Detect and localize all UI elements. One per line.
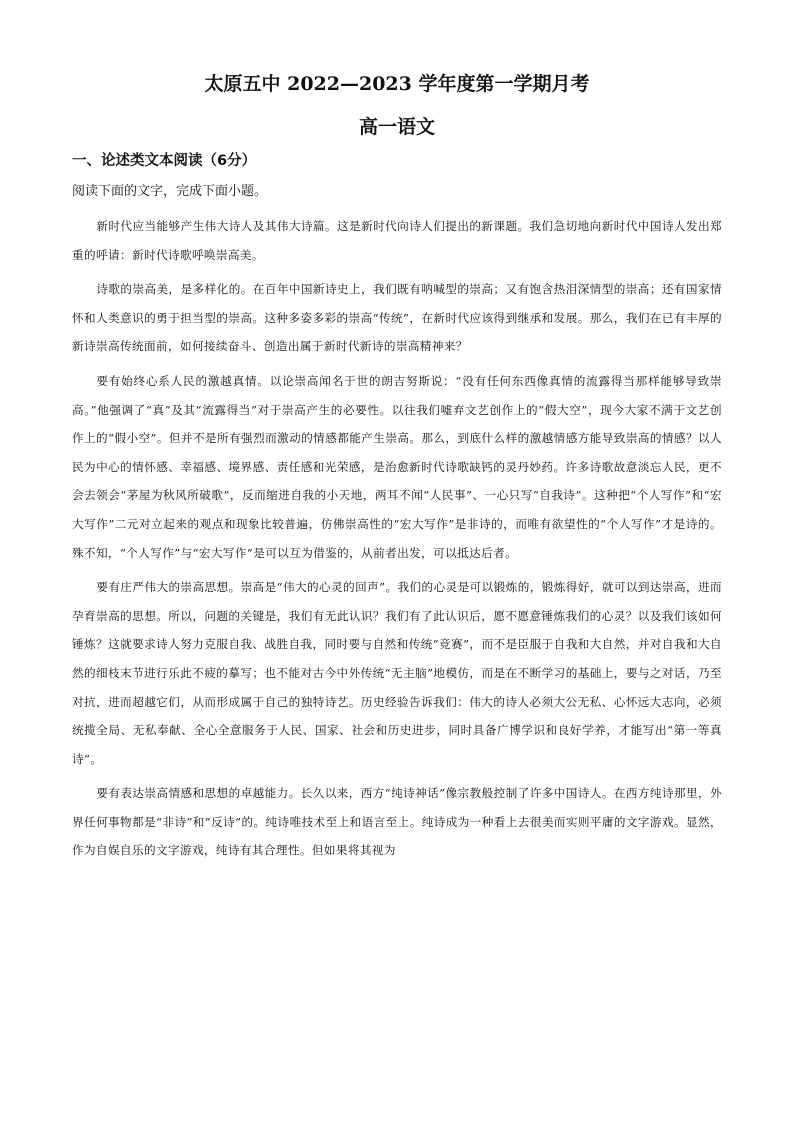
section-heading: 一、论述类文本阅读（6分） [72, 153, 257, 169]
passage-paragraph: 要有表达崇高情感和思想的卓越能力。长久以来，西方“纯诗神话”像宗教般控制了许多中国诗人。在西方纯诗那里，外界任何事物都是“非诗”和“反诗”的。纯诗唯技术至上和语言至上。纯诗成为一种看上去很美而实则平庸的文字游戏。显然，作为自娱自乐的文字游戏，纯诗有其合理性。但如果将其视为 [72, 786, 722, 858]
document-page [72, 0, 722, 1123]
passage-paragraph: 要有始终心系人民的激越真情。以论崇高闻名于世的朗吉努斯说：“没有任何东西像真情的流露得当那样能够导致崇高。”他强调了“真”及其“流露得当”对于崇高产生的必要性。以往我们嘘弃文艺创作上的“假大空”，现今大家不满于文艺创作上的“假小空”。但并不是所有强烈而激动的情感都能产生崇高。那么，到底什么样的激越情感方能导致崇高的情感？以人民为中心的情怀感、幸福感、境界感、责任感和光荣感，是治愈新时代诗歌缺钙的灵丹妙药。许多诗歌故意淡忘人民，更不会去领会“茅屋为秋风所破歌”，反而缩进自我的小天地，两耳不闻“人民事”、一心只写“自我诗”。这种把“个人写作”和“宏大写作”二元对立起来的观点和现象比较普遍，仿佛崇高性的“宏大写作”是非诗的，而唯有欲望性的“个人写作”才是诗的。殊不知，“个人写作”与“宏大写作”是可以互为借鉴的，从前者出发，可以抵达后者。 [72, 373, 722, 560]
reading-instruction: 阅读下面的文字，完成下面小题。 [72, 184, 268, 199]
passage-paragraph: 新时代应当能够产生伟大诗人及其伟大诗篇。这是新时代向诗人们提出的新课题。我们急切地向新时代中国诗人发出郑重的呼请：新时代诗歌呼唤崇高美。 [72, 219, 722, 262]
passage-body [72, 212, 722, 871]
passage-paragraph: 诗歌的崇高美，是多样化的。在百年中国新诗史上，我们既有呐喊型的崇高；又有饱含热泪深情型的崇高；还有国家情怀和人类意识的勇于担当型的崇高。这种多姿多彩的崇高“传统”，在新时代应该得到继承和发展。那么，我们在已有丰厚的新诗崇高传统面前，如何接续奋斗、创造出属于新时代新诗的崇高精神来？ [72, 282, 722, 354]
page-subtitle: 高一语文 [358, 116, 435, 138]
page-title: 太原五中 2022—2023 学年度第一学期月考 [204, 73, 590, 95]
passage-paragraph: 要有庄严伟大的崇高思想。崇高是“伟大的心灵的回声”。我们的心灵是可以锻炼的，锻炼得好，就可以到达崇高，进而孕育崇高的思想。所以，问题的关键是，我们有无此认识？我们有了此认识后，愿不愿意锤炼我们的心灵？以及我们该如何锤炼？这就要求诗人努力克服自我、战胜自我，同时要与自然和传统“竞赛”，而不是臣服于自我和大自然，并对自我和大自然的细枝末节进行乐此不疲的摹写；也不能对古今中外传统“无主脑”地模仿，而是在不断学习的基础上，要与之对话，乃至对抗，进而超越它们，从而形成属于自己的独特诗艺。历史经验告诉我们：伟大的诗人必须大公无私、心怀远大志向，必须统揽全局、无私奉献、全心全意服务于人民、国家、社会和历史进步，同时具备广博学识和良好学养，才能写出“第一等真诗”。 [72, 580, 722, 766]
